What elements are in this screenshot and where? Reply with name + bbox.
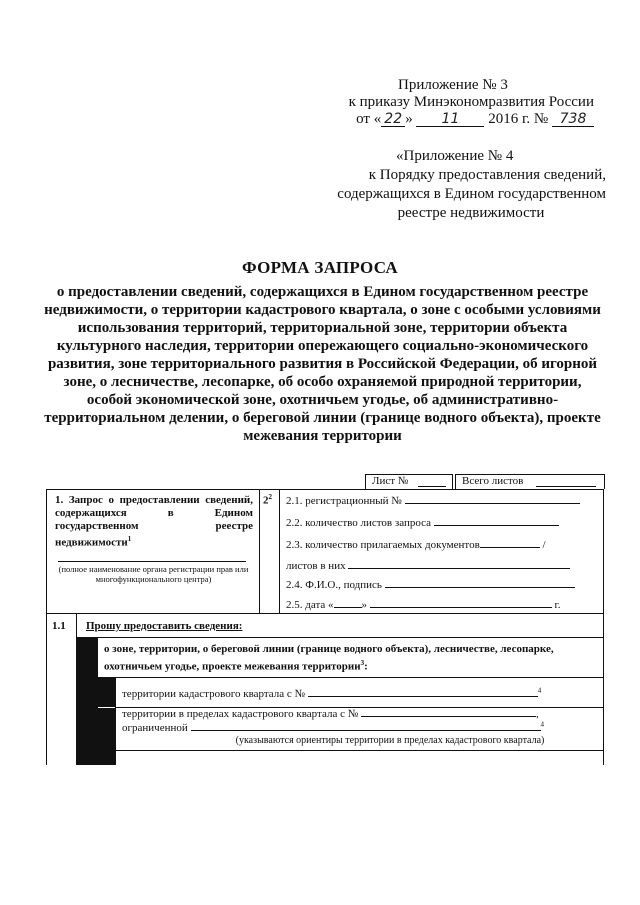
zones-checkbox-column[interactable] (77, 638, 97, 765)
form-title: ФОРМА ЗАПРОСА (241, 258, 399, 277)
appendix-4-block (296, 147, 606, 223)
s11-left-line (46, 613, 47, 765)
field-sheets-count: 2.2. количество листов запроса (286, 514, 601, 529)
option-1-row: территории кадастрового квартала с № $^4$ (122, 686, 542, 700)
section-11-number: 1.1 (52, 620, 66, 632)
option-2-row-b: ограниченной $^4$ (122, 720, 544, 734)
field-sheets-in: листов в них (286, 557, 601, 572)
sheets-count-input[interactable] (434, 514, 559, 526)
option-2-row-a: территории в пределах кадастрового квартала с № , (122, 705, 600, 720)
total-sheets-cell: Всего листов (455, 474, 605, 489)
grid-mid-line (46, 613, 604, 614)
reg-number-input[interactable] (405, 492, 580, 504)
grid-right-line (603, 489, 604, 613)
sheet-number-field[interactable] (418, 475, 446, 487)
appendix-4-line4: реестре недвижимости (397, 205, 545, 221)
zones-bottom-line (97, 677, 604, 678)
s11-right-line (603, 613, 604, 765)
s11-heading-line (76, 637, 604, 638)
fio-input[interactable] (385, 576, 575, 588)
option-2-checkbox[interactable] (98, 708, 115, 765)
field-date: 2.5. дата « » г. (286, 596, 601, 611)
sheet-number-cell: Лист № (365, 474, 453, 489)
total-sheets-field[interactable] (536, 475, 596, 487)
quarter-number-input-2[interactable] (361, 705, 536, 717)
field-reg-number: 2.1. регистрационный № (286, 492, 601, 507)
option-1-checkbox[interactable] (98, 678, 115, 707)
field-docs-count: 2.3. количество прилагаемых документов / (286, 536, 601, 551)
grid-left-line (46, 489, 47, 613)
order-number: 738 (552, 112, 594, 127)
organ-name-line[interactable] (58, 561, 246, 562)
appendix-3-title: Приложение № 3 (398, 77, 508, 93)
option-col-divider (115, 678, 116, 765)
quarter-number-input[interactable] (308, 685, 538, 697)
docs-count-input[interactable] (480, 536, 540, 548)
appendix-4-line3: содержащихся в Едином государственном (337, 186, 606, 202)
appendix-3-block (318, 77, 618, 128)
order-month: 11 (416, 112, 484, 127)
grid-col-divider-1 (259, 489, 260, 613)
section-11-heading: Прошу предоставить сведения: (86, 620, 243, 632)
grid-top-line (46, 489, 604, 490)
appendix-3-order: к приказу Минэкономразвития России (348, 94, 594, 110)
appendix-3-date-line: от « 22 » 11 2016 г. № 738 (318, 111, 618, 128)
grid-col-divider-2 (279, 489, 280, 613)
appendix-4-line2: к Порядку предоставления сведений, (368, 167, 606, 183)
option-2-bottom-line (115, 750, 604, 751)
col-2-marker: $2^2$ (263, 493, 272, 507)
form-subtitle: о предоставлении сведений, содержащихся в Едином государственном реестре недвижимости, о территории кадастрового квартала, о зоне с особыми условиями использования территорий, территориальной зоне, территории объекта культурного наследия, территории опережающего социально-экономического развития, зоне территориального развития в Российской Федерации, об игорной зоне, о лесничестве, лесопарке, об особо охраняемой природной территории, особой экономической зоне, охотничьем угодье, об административно-территориальном делении, о береговой линии (границе водного объекта), проекте межевания территории (44, 284, 601, 444)
date-day-input[interactable] (334, 596, 362, 608)
organ-caption: (полное наименование органа регистрации прав или многофункционального центра) (58, 564, 249, 584)
bounded-by-input[interactable] (191, 719, 541, 731)
date-month-input[interactable] (370, 596, 552, 608)
appendix-4-title: «Приложение № 4 (396, 148, 514, 164)
option-2-caption: (указываются ориентиры территории в пределах кадастрового квартала) (235, 735, 545, 746)
sheets-in-input[interactable] (348, 557, 570, 569)
order-day: 22 (381, 112, 405, 127)
section-1-title: 1. Запрос о предоставлении сведений, содержащихся в Едином государственном реестре недвижимости$^1$ (55, 494, 253, 549)
field-fio: 2.4. Ф.И.О., подпись (286, 576, 601, 591)
zones-text: о зоне, территории, о береговой линии (границе водного объекта), лесничестве, лесопарке, охотничьем угодье, проекте межевания территории$^3$: (104, 643, 554, 673)
